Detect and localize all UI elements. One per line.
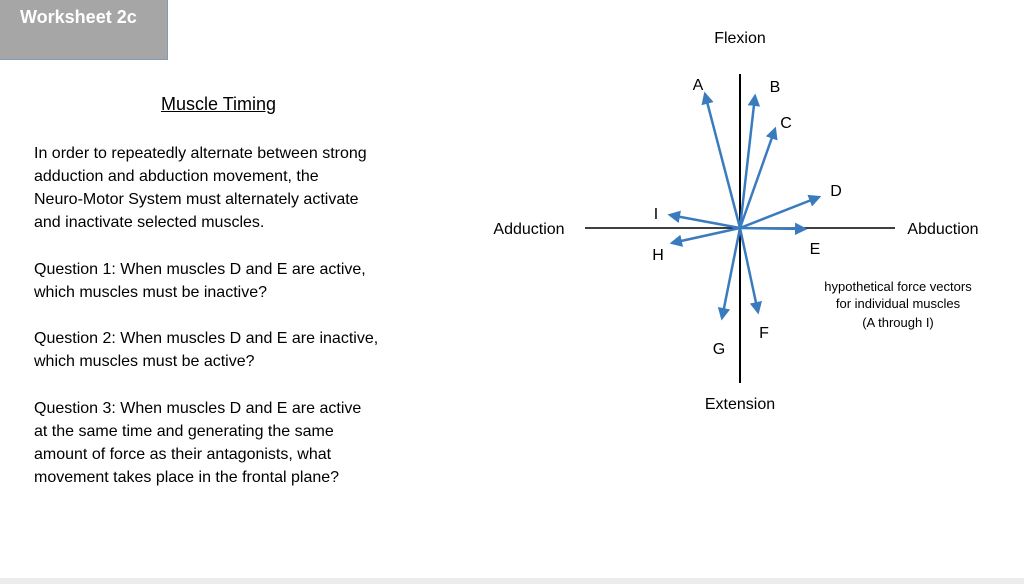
question-3-line: amount of force as their antagonists, what [34,446,332,463]
worksheet-badge-label: Worksheet 2c [20,7,137,27]
vector-label-g: G [712,341,726,359]
question-1-line: Question 1: When muscles D and E are active, [34,261,366,278]
caption-line: hypothetical force vectors [824,279,972,294]
axis-label-extension: Extension [704,396,776,413]
question-3-line: at the same time and generating the same [34,423,334,440]
vector-label-c: C [780,115,792,133]
bottom-strip [0,578,1024,584]
vector-arrow-e [740,228,805,229]
page-title: Muscle Timing [161,94,277,114]
axis-label-abduction: Abduction [907,221,979,238]
question-1-line: which muscles must be inactive? [34,284,267,301]
vector-arrow-a [705,94,740,228]
vector-label-h: H [652,247,664,265]
axis-label-flexion: Flexion [714,30,766,47]
vector-label-d: D [830,183,842,201]
caption-line: for individual muscles [835,296,961,311]
vector-label-f: F [759,325,769,343]
vector-arrow-d [740,197,819,228]
vector-label-e: E [809,241,821,259]
question-2-line: Question 2: When muscles D and E are inactive, [34,330,379,347]
question-2-line: which muscles must be active? [34,353,255,370]
vector-label-b: B [769,79,781,97]
vector-arrow-h [672,228,740,243]
caption-line: (A through I) [862,315,934,330]
axis-label-adduction: Adduction [493,221,565,238]
vector-label-a: A [692,77,704,95]
vector-arrow-g [722,228,740,318]
intro-line: adduction and abduction movement, the [34,168,319,185]
vector-group [652,77,842,358]
intro-line: and inactivate selected muscles. [34,214,265,231]
intro-line: In order to repeatedly alternate between strong [34,145,367,162]
intro-line: Neuro-Motor System must alternately activate [34,191,359,208]
question-3-line: movement takes place in the frontal plane? [34,469,340,486]
question-3-line: Question 3: When muscles D and E are active [34,400,362,417]
vector-label-i: I [653,206,659,224]
vector-arrow-f [740,228,758,312]
vector-arrow-i [670,215,740,228]
